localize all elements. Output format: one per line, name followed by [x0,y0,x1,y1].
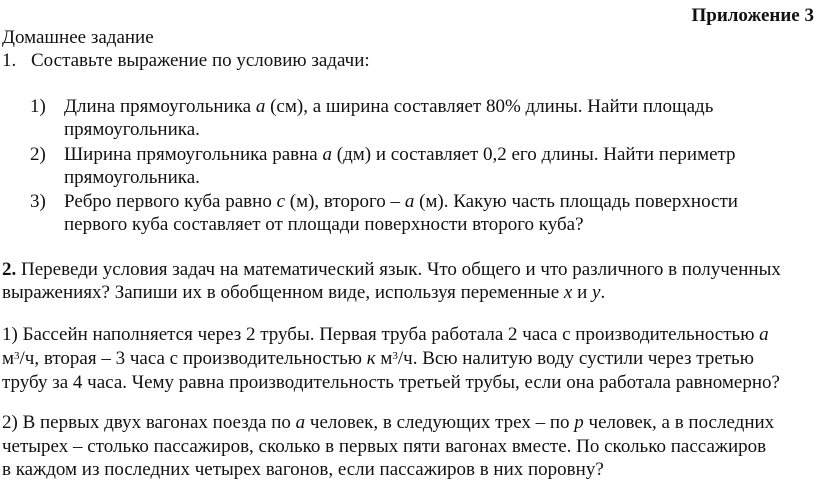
task1-number: 1. [2,50,17,71]
text-segment: Длина прямоугольника [64,96,256,117]
task1-item1-line2: прямоугольника. [64,119,200,140]
task1-prompt: Составьте выражение по условию задачи: [31,50,370,71]
task1-item3-number: 3) [30,191,46,212]
variable: к [366,348,376,369]
text-segment: . [600,282,606,303]
homework-title: Домашнее задание [2,27,154,48]
variable: а [759,324,769,345]
task1-item2-number: 2) [30,144,46,165]
text-segment: Ширина прямоугольника равна [64,144,323,165]
problem2-line3: в каждом из последних четырех вагонов, если пассажиров в них поровну? [2,459,604,480]
variable: a [404,191,415,212]
text-segment: человек, а в последних [583,412,775,433]
variable: y [592,282,601,303]
task2-line1 [2,259,781,281]
text-segment: (см), а ширина составляет 80% длины. Найти площадь [265,96,714,117]
text-segment: м [375,348,393,369]
task1-item2-line2: прямоугольника. [64,167,200,188]
task1-item1-line1 [64,96,713,118]
text-segment: 2) В первых двух вагонах поезда по [2,412,296,433]
text-segment: Переведи условия задач на математический язык. Что общего и что различного в полученных [21,259,781,280]
text-segment: 1) Бассейн наполняется через 2 трубы. Первая труба работала 2 часа с производительностью [2,324,760,345]
superscript: 3 [392,350,398,362]
task1-item3-line2: первого куба составляет от площади поверхности второго куба? [64,214,584,235]
text-segment: и [572,282,593,303]
variable: a [322,144,332,165]
text-segment: выражениях? Запиши их в обобщенном виде, используя переменные [2,282,564,303]
problem1-line3: трубу за 4 часа. Чему равна производительность третьей трубы, если она работала равномерно? [2,372,780,393]
superscript: 3 [14,350,20,362]
problem2-line1 [2,412,774,434]
problem2-line2: четырех – столько пассажиров, сколько в первых пяти вагонах вместе. По сколько пассажиров [2,436,767,457]
text-segment: /ч. Всю налитую воду сустили через третью [397,348,754,369]
variable: a [295,412,306,433]
variable: p [574,412,584,433]
task2-line2 [2,282,605,304]
text-segment: (м). Какую часть площадь поверхности [414,191,738,212]
appendix-label: Приложение 3 [691,5,814,26]
variable: x [563,282,573,303]
task2-number: 2. [2,259,17,280]
text-segment: /ч, вторая – 3 часа с производительностью [19,348,367,369]
problem1-line1 [2,324,769,346]
text-segment: Ребро первого куба равно [64,191,277,212]
problem1-line2 [2,348,754,370]
task1-heading [2,50,370,72]
variable: c [276,191,285,212]
text-segment: м [2,348,15,369]
task1-item3-line1 [64,191,738,213]
text-segment: (дм) и составляет 0,2 его длины. Найти периметр [332,144,736,165]
variable: a [255,96,266,117]
task1-item2-line1 [64,144,736,166]
text-segment: человек, в следующих трех – по [305,412,575,433]
text-segment: (м), второго – [285,191,405,212]
task1-item1-number: 1) [30,96,46,117]
